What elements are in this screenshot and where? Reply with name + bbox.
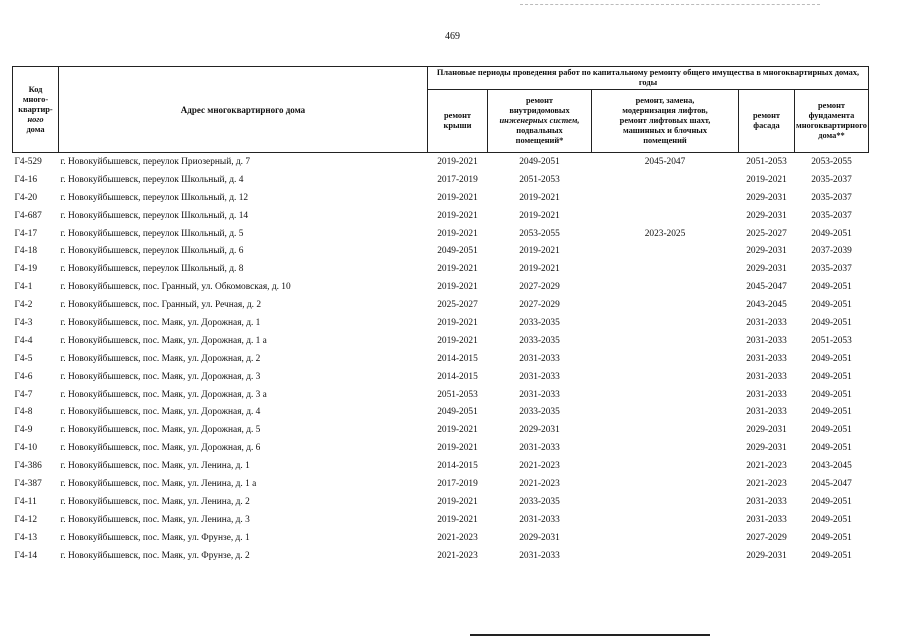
cell-facade: 2019-2021 [746,174,787,185]
cell-foundation: 2037-2039 [811,246,852,257]
cell-address: г. Новокуйбышевск, переулок Школьный, д. 14 [60,210,249,221]
table-row [13,529,869,547]
cell-elevators [592,189,739,207]
table-body [13,153,869,565]
cell-code: Г4-19 [14,264,38,275]
cell-code: Г4-387 [14,478,42,489]
cell-elevators [592,171,739,189]
cell-roof: 2021-2023 [437,532,478,543]
cell-address: г. Новокуйбышевск, пос. Маяк, ул. Дорожная, д. 5 [60,425,261,436]
cell-address: г. Новокуйбышевск, пос. Маяк, ул. Дорожная, д. 3 [60,371,261,382]
cell-elevators [592,475,739,493]
cell-address: г. Новокуйбышевск, переулок Школьный, д. 8 [60,264,244,275]
cell-roof: 2019-2021 [437,228,478,239]
cell-elevators [592,368,739,386]
table-row [13,314,869,332]
cell-systems: 2053-2055 [519,228,560,239]
cell-roof: 2021-2023 [437,550,478,561]
cell-elevators [592,314,739,332]
table-row [13,403,869,421]
cell-code: Г4-4 [14,335,33,346]
cell-facade: 2045-2047 [746,282,787,293]
cell-facade: 2031-2033 [746,496,787,507]
cell-roof: 2017-2019 [437,478,478,489]
header-roof: ремонт крыши [428,90,488,153]
cell-roof: 2019-2021 [437,496,478,507]
cell-foundation: 2049-2051 [811,550,852,561]
cell-code: Г4-386 [14,461,42,472]
cell-systems: 2033-2035 [519,317,560,328]
cell-foundation: 2049-2051 [811,228,852,239]
cell-systems: 2019-2021 [519,192,560,203]
table-row [13,386,869,404]
cell-systems: 2031-2033 [519,353,560,364]
cell-foundation: 2049-2051 [811,282,852,293]
cell-code: Г4-8 [14,407,33,418]
cell-code: Г4-1 [14,282,33,293]
cell-systems: 2033-2035 [519,335,560,346]
cell-code: Г4-18 [14,246,38,257]
table-row [13,368,869,386]
cell-address: г. Новокуйбышевск, пос. Маяк, ул. Ленина, д. 1 [60,461,250,472]
cell-code: Г4-2 [14,300,33,311]
cell-elevators [592,421,739,439]
cell-foundation: 2043-2045 [811,461,852,472]
cell-elevators [592,511,739,529]
cell-systems: 2021-2023 [519,478,560,489]
table-row [13,511,869,529]
header-address: Адрес многоквартирного дома [59,67,428,153]
cell-roof: 2049-2051 [437,246,478,257]
cell-roof: 2014-2015 [437,371,478,382]
cell-facade: 2031-2033 [746,335,787,346]
cell-elevators [592,493,739,511]
cell-roof: 2049-2051 [437,407,478,418]
cell-address: г. Новокуйбышевск, переулок Приозерный, д. 7 [59,153,428,171]
table-row [13,457,869,475]
cell-facade: 2029-2031 [746,443,787,454]
cell-elevators [592,547,739,565]
table-row [13,278,869,296]
cell-facade: 2021-2023 [746,478,787,489]
header-foundation: ремонт фундамента многоквартирного дома** [795,90,869,153]
cell-elevators [592,332,739,350]
cell-code: Г4-16 [14,174,38,185]
cell-address: г. Новокуйбышевск, пос. Маяк, ул. Дорожная, д. 1 [60,317,261,328]
cell-facade: 2029-2031 [746,192,787,203]
cell-foundation: 2049-2051 [811,300,852,311]
table-row [13,189,869,207]
cell-elevators [592,457,739,475]
cell-foundation: 2035-2037 [811,264,852,275]
cell-roof: 2014-2015 [437,353,478,364]
table-row [13,350,869,368]
cell-facade: 2027-2029 [746,532,787,543]
cell-roof: 2019-2021 [437,192,478,203]
cell-roof: 2019-2021 [437,317,478,328]
cell-roof: 2019-2021 [437,335,478,346]
cell-foundation: 2049-2051 [811,443,852,454]
cell-foundation: 2051-2053 [811,335,852,346]
cell-roof: 2025-2027 [437,300,478,311]
table-row [13,207,869,225]
cell-roof: 2019-2021 [437,514,478,525]
scan-artifact-bottom [470,634,710,636]
cell-address: г. Новокуйбышевск, пос. Маяк, ул. Ленина, д. 2 [60,496,250,507]
cell-foundation: 2049-2051 [811,407,852,418]
cell-roof: 2051-2053 [437,389,478,400]
cell-facade: 2031-2033 [746,407,787,418]
cell-roof: 2014-2015 [437,461,478,472]
cell-address: г. Новокуйбышевск, пос. Маяк, ул. Дорожная, д. 2 [60,353,261,364]
header-group: Плановые периоды проведения работ по капитальному ремонту общего имущества в многоквартирных домах, годы [428,67,869,90]
cell-facade: 2031-2033 [746,389,787,400]
cell-foundation: 2049-2051 [811,371,852,382]
table-row [13,296,869,314]
cell-foundation: 2049-2051 [811,496,852,507]
cell-systems: 2019-2021 [519,246,560,257]
cell-foundation: 2045-2047 [811,478,852,489]
cell-facade: 2031-2033 [746,371,787,382]
cell-facade: 2031-2033 [746,353,787,364]
cell-roof: 2019-2021 [428,153,488,171]
cell-address: г. Новокуйбышевск, пос. Маяк, ул. Фрунзе, д. 1 [60,532,250,543]
cell-address: г. Новокуйбышевск, пос. Маяк, ул. Дорожная, д. 6 [60,443,261,454]
repair-schedule-table [12,66,869,564]
cell-systems: 2033-2035 [519,407,560,418]
cell-foundation: 2049-2051 [811,353,852,364]
cell-foundation: 2049-2051 [811,514,852,525]
cell-address: г. Новокуйбышевск, пос. Маяк, ул. Ленина, д. 1 а [60,478,257,489]
cell-elevators [592,403,739,421]
cell-systems: 2051-2053 [519,174,560,185]
cell-code: Г4-13 [14,532,38,543]
cell-systems: 2031-2033 [519,550,560,561]
table-row [13,547,869,565]
cell-elevators [592,278,739,296]
cell-code: Г4-7 [14,389,33,400]
cell-code: Г4-6 [14,371,33,382]
cell-address: г. Новокуйбышевск, пос. Маяк, ул. Дорожная, д. 1 а [60,335,267,346]
cell-address: г. Новокуйбышевск, переулок Школьный, д. 6 [60,246,244,257]
cell-facade: 2043-2045 [746,300,787,311]
cell-facade: 2031-2033 [746,514,787,525]
table-row [13,332,869,350]
header-elevators: ремонт, замена, модернизация лифтов, ремонт лифтовых шахт, машинных и блочных помещений [592,90,739,153]
cell-foundation: 2053-2055 [795,153,869,171]
table-row [13,153,869,171]
cell-foundation: 2049-2051 [811,425,852,436]
cell-facade: 2029-2031 [746,425,787,436]
cell-code: Г4-9 [14,425,33,436]
header-code: Код много- квартир- ного дома [13,67,59,153]
cell-foundation: 2035-2037 [811,192,852,203]
cell-address: г. Новокуйбышевск, пос. Маяк, ул. Дорожная, д. 4 [60,407,261,418]
cell-elevators [592,386,739,404]
table-row [13,493,869,511]
cell-elevators [592,207,739,225]
cell-code: Г4-14 [14,550,38,561]
cell-elevators [592,260,739,278]
cell-facade: 2029-2031 [746,550,787,561]
cell-facade: 2025-2027 [746,228,787,239]
cell-address: г. Новокуйбышевск, пос. Гранный, ул. Речная, д. 2 [60,300,262,311]
cell-facade: 2029-2031 [746,210,787,221]
table-row [13,225,869,243]
table-row [13,475,869,493]
cell-roof: 2019-2021 [437,443,478,454]
cell-code: Г4-3 [14,317,33,328]
cell-facade: 2029-2031 [746,246,787,257]
header-systems: ремонт внутридомовых инженерных систем, подвальных помещений* [488,90,592,153]
cell-roof: 2019-2021 [437,425,478,436]
cell-roof: 2019-2021 [437,264,478,275]
scan-artifact-top [520,4,820,6]
cell-systems: 2031-2033 [519,371,560,382]
cell-address: г. Новокуйбышевск, пос. Гранный, ул. Обкомовская, д. 10 [60,282,291,293]
table-row [13,260,869,278]
table-row [13,171,869,189]
cell-systems: 2031-2033 [519,389,560,400]
cell-roof: 2019-2021 [437,210,478,221]
cell-systems: 2029-2031 [519,532,560,543]
cell-address: г. Новокуйбышевск, переулок Школьный, д. 4 [60,174,244,185]
cell-code: Г4-17 [14,228,38,239]
cell-foundation: 2049-2051 [811,389,852,400]
cell-systems: 2019-2021 [519,210,560,221]
cell-code: Г4-12 [14,514,38,525]
cell-elevators [592,242,739,260]
table-row [13,242,869,260]
cell-roof: 2019-2021 [437,282,478,293]
cell-code: Г4-687 [14,210,42,221]
cell-address: г. Новокуйбышевск, переулок Школьный, д. 12 [60,192,249,203]
cell-address: г. Новокуйбышевск, пос. Маяк, ул. Фрунзе, д. 2 [60,550,250,561]
cell-facade: 2051-2053 [739,153,795,171]
cell-foundation: 2049-2051 [811,317,852,328]
cell-code: Г4-11 [14,496,37,507]
table-row [13,421,869,439]
cell-foundation: 2035-2037 [811,210,852,221]
cell-elevators: 2045-2047 [592,153,739,171]
cell-elevators [592,350,739,368]
header-facade: ремонт фасада [739,90,795,153]
cell-facade: 2021-2023 [746,461,787,472]
table-row [13,439,869,457]
cell-systems: 2031-2033 [519,514,560,525]
cell-systems: 2033-2035 [519,496,560,507]
cell-systems: 2019-2021 [519,264,560,275]
cell-systems: 2021-2023 [519,461,560,472]
cell-address: г. Новокуйбышевск, пос. Маяк, ул. Дорожная, д. 3 а [60,389,267,400]
cell-facade: 2031-2033 [746,317,787,328]
page-number: 469 [445,31,460,42]
cell-address: г. Новокуйбышевск, пос. Маяк, ул. Ленина, д. 3 [60,514,250,525]
cell-address: г. Новокуйбышевск, переулок Школьный, д. 5 [60,228,244,239]
cell-systems: 2049-2051 [488,153,592,171]
cell-elevators [592,529,739,547]
cell-systems: 2027-2029 [519,300,560,311]
cell-systems: 2029-2031 [519,425,560,436]
cell-foundation: 2049-2051 [811,532,852,543]
cell-code: Г4-20 [14,192,38,203]
cell-elevators: 2023-2025 [644,228,686,239]
cell-systems: 2031-2033 [519,443,560,454]
cell-foundation: 2035-2037 [811,174,852,185]
cell-elevators [592,439,739,457]
cell-code: Г4-10 [14,443,38,454]
cell-code: Г4-529 [13,153,59,171]
cell-systems: 2027-2029 [519,282,560,293]
cell-roof: 2017-2019 [437,174,478,185]
cell-facade: 2029-2031 [746,264,787,275]
cell-code: Г4-5 [14,353,33,364]
cell-elevators [592,296,739,314]
